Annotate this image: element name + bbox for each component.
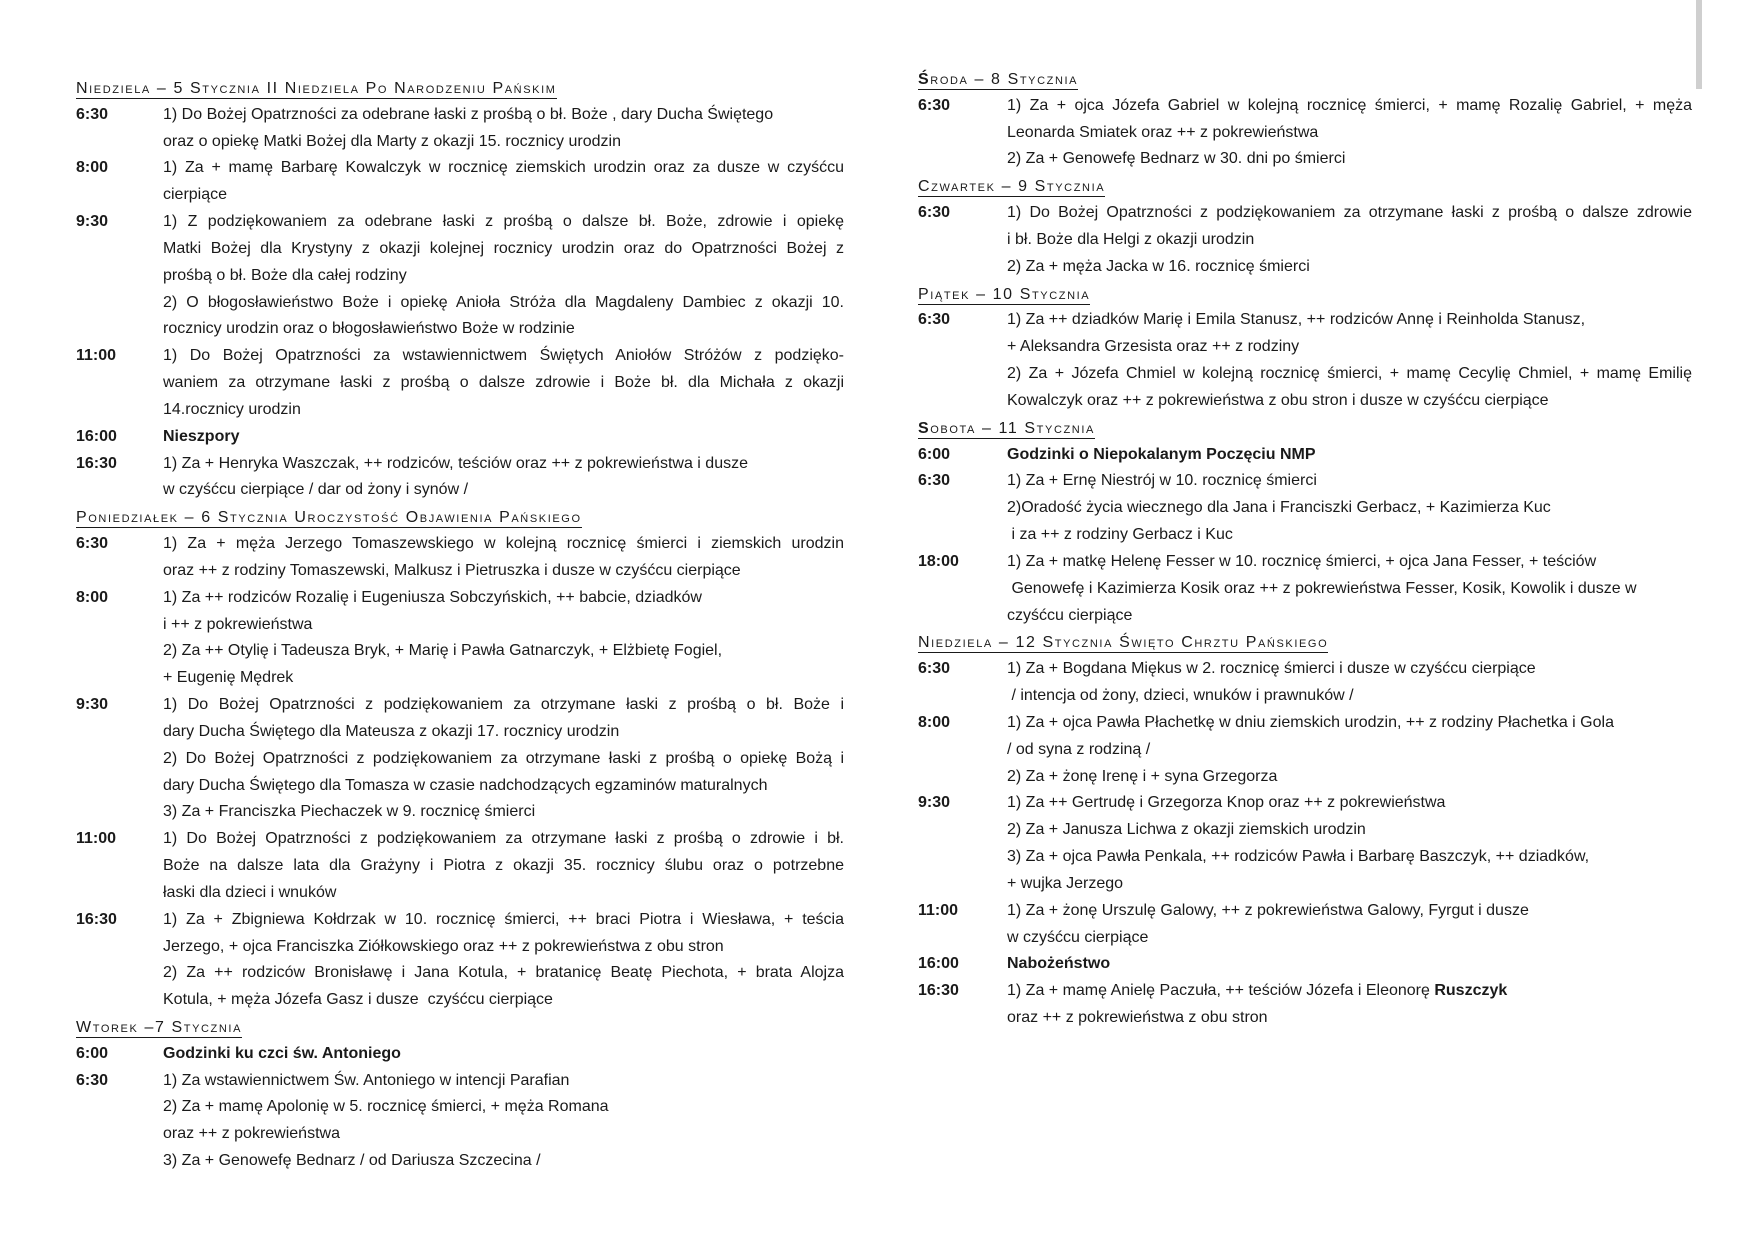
intention-text xyxy=(163,746,844,773)
intention-line: w czyśćcu cierpiące xyxy=(1007,928,1149,946)
mass-entry-continuation xyxy=(76,316,844,343)
intention-line: 3) Za + Genowefę Bednarz / od Dariusza Szczecina / xyxy=(163,1152,541,1170)
intention-text xyxy=(163,1148,844,1175)
intention-line: 2) Za + Janusza Lichwa z okazji ziemskich urodzin xyxy=(1007,821,1366,839)
mass-entry-continuation xyxy=(76,558,844,585)
day-heading-row xyxy=(76,1014,844,1041)
intention-text xyxy=(1007,790,1692,817)
intention-line: łaski dla dzieci i wnuków xyxy=(163,883,337,901)
intention-line: 1) Za ++ Gertrudę i Grzegorza Knop oraz ++ z pokrewieństwa xyxy=(1007,794,1446,812)
intention-text xyxy=(163,907,844,934)
mass-entry-continuation xyxy=(76,987,844,1014)
mass-entry-continuation xyxy=(76,773,844,800)
intention-text xyxy=(1007,576,1692,603)
intention-text xyxy=(163,960,844,987)
day-heading-row xyxy=(918,415,1692,442)
intention-line: w czyśćcu cierpiące / dar od żony i synów / xyxy=(163,481,469,499)
intention-text xyxy=(1007,442,1692,469)
intention-text xyxy=(1007,656,1692,683)
intention-text xyxy=(1007,93,1692,120)
mass-time: 9:30 xyxy=(918,794,951,812)
mass-entry-continuation xyxy=(76,290,844,317)
intention-text xyxy=(163,1041,844,1068)
mass-entry-row xyxy=(76,585,844,612)
mass-entry-row xyxy=(76,692,844,719)
intention-text xyxy=(163,1121,844,1148)
mass-entry-continuation xyxy=(76,960,844,987)
intention-line: czyśćcu cierpiące xyxy=(1007,606,1133,624)
mass-entry-continuation xyxy=(918,1005,1692,1032)
mass-time: 6:30 xyxy=(918,204,951,222)
mass-entry-continuation xyxy=(76,236,844,263)
mass-time: 6:30 xyxy=(76,105,109,123)
mass-entry-row xyxy=(76,424,844,451)
intention-text xyxy=(163,343,844,370)
intention-line: Nieszpory xyxy=(163,427,240,445)
mass-time: 16:00 xyxy=(918,955,959,973)
intention-line: 1) Za + Zbigniewa Kołdrzak w 10. rocznicę śmierci, ++ braci Piotra i Wiesława, + teścia xyxy=(163,910,844,928)
intention-line: / od syna z rodziną / xyxy=(1007,740,1151,758)
mass-time: 18:00 xyxy=(918,552,959,570)
intention-line: dary Ducha Świętego dla Tomasza w czasie nadchodzących egzaminów maturalnych xyxy=(163,776,768,794)
mass-time: 6:00 xyxy=(76,1044,109,1062)
mass-entry-continuation xyxy=(76,934,844,961)
mass-entry-row xyxy=(76,155,844,182)
mass-time: 16:00 xyxy=(76,427,117,445)
mass-entry-row xyxy=(76,531,844,558)
mass-entry-row xyxy=(76,343,844,370)
intention-text xyxy=(1007,200,1692,227)
intention-text xyxy=(1007,871,1692,898)
intention-line: 3) Za + Franciszka Piechaczek w 9. rocznicę śmierci xyxy=(163,803,536,821)
intention-line: 1) Za + ojca Pawła Płachetkę w dniu ziemskich urodzin, ++ z rodziny Płachetka i Gola xyxy=(1007,713,1614,731)
intention-text xyxy=(1007,522,1692,549)
intention-text xyxy=(1007,898,1692,925)
intention-line: 1) Za + mamę Anielę Paczuła, ++ teściów Józefa i Eleonorę xyxy=(1007,982,1435,1000)
mass-entry-row xyxy=(76,102,844,129)
intention-line: + wujka Jerzego xyxy=(1007,874,1124,892)
intention-line: i za ++ z rodziny Gerbacz i Kuc xyxy=(1007,526,1233,544)
intention-line: 1) Za + żonę Urszulę Galowy, ++ z pokrewieństwa Galowy, Fyrgut i dusze xyxy=(1007,901,1529,919)
mass-entry-continuation xyxy=(76,880,844,907)
intention-text xyxy=(1007,146,1692,173)
mass-time: 8:00 xyxy=(76,588,109,606)
mass-entry-row xyxy=(918,93,1692,120)
mass-entry-row xyxy=(76,826,844,853)
intention-line: Nabożeństwo xyxy=(1007,955,1111,973)
day-heading-text: obota – 11 Stycznia xyxy=(930,419,1095,437)
day-heading-text: Niedziela – 12 Stycznia Święto Chrztu Pańskiego xyxy=(918,634,1329,652)
intention-line: 1) Za ++ dziadków Marię i Emila Stanusz, ++ rodziców Annę i Reinholda Stanusz, xyxy=(1007,311,1586,329)
mass-time: 6:30 xyxy=(918,96,951,114)
intention-line: 1) Za + Ernę Niestrój w 10. rocznicę śmierci xyxy=(1007,472,1317,490)
intention-line: Godzinki ku czci św. Antoniego xyxy=(163,1044,401,1062)
mass-entry-continuation xyxy=(76,129,844,156)
intention-line: i ++ z pokrewieństwa xyxy=(163,615,313,633)
mass-entry-continuation xyxy=(918,388,1692,415)
intention-text xyxy=(1007,951,1692,978)
intention-text xyxy=(163,665,844,692)
intention-text xyxy=(163,826,844,853)
day-heading xyxy=(918,71,1078,90)
day-heading-row xyxy=(918,173,1692,200)
intention-text xyxy=(163,585,844,612)
intention-line: 1) Do Bożej Opatrzności z podziękowaniem za otrzymane łaski z prośbą o bł. Boże i xyxy=(163,696,844,714)
mass-entry-continuation xyxy=(76,182,844,209)
intention-line: 2) O błogosławieństwo Boże i opiekę Anioła Stróża dla Magdaleny Dambiec z okazji 10. xyxy=(163,293,844,311)
intention-text xyxy=(1007,844,1692,871)
intention-text xyxy=(1007,603,1692,630)
intention-line: 1) Za + matkę Helenę Fesser w 10. rocznicę śmierci, + ojca Jana Fesser, + teściów xyxy=(1007,552,1597,570)
intention-text xyxy=(1007,817,1692,844)
mass-entry-continuation xyxy=(76,799,844,826)
mass-entry-row xyxy=(918,549,1692,576)
mass-entry-row xyxy=(76,209,844,236)
mass-entry-continuation xyxy=(918,146,1692,173)
day-heading-text: Piątek – 10 Stycznia xyxy=(918,285,1091,303)
day-heading-initial: Ś xyxy=(918,71,931,88)
intention-text xyxy=(163,182,844,209)
mass-entry-row xyxy=(76,1041,844,1068)
intention-text xyxy=(1007,307,1692,334)
intention-text xyxy=(163,853,844,880)
mass-entry-continuation xyxy=(76,397,844,424)
intention-line: Leonarda Smiatek oraz ++ z pokrewieństwa xyxy=(1007,123,1319,141)
intention-line: i bł. Boże dla Helgi z okazji urodzin xyxy=(1007,230,1255,248)
intention-line: Kotula, + męża Józefa Gasz i dusze czyśćcu cierpiące xyxy=(163,991,553,1009)
intention-text xyxy=(1007,361,1692,388)
mass-entry-continuation xyxy=(918,495,1692,522)
mass-time: 6:30 xyxy=(918,660,951,678)
day-heading-row xyxy=(918,66,1692,93)
intention-line: 1) Do Bożej Opatrzności z podziękowaniem za otrzymane łaski z prośbą o dalsze zdrowie xyxy=(1007,204,1692,222)
intention-text xyxy=(163,370,844,397)
mass-entry-row xyxy=(918,951,1692,978)
mass-time: 6:30 xyxy=(918,472,951,490)
intention-text xyxy=(1007,468,1692,495)
intention-text xyxy=(163,934,844,961)
mass-entry-continuation xyxy=(918,603,1692,630)
intention-text xyxy=(163,316,844,343)
intention-text xyxy=(163,424,844,451)
mass-time: 11:00 xyxy=(76,830,117,848)
intention-line: 1) Za + Henryka Waszczak, ++ rodziców, teściów oraz ++ z pokrewieństwa i dusze xyxy=(163,454,748,472)
mass-time: 8:00 xyxy=(918,713,951,731)
mass-time: 9:30 xyxy=(76,213,109,231)
intention-line: rocznicy urodzin oraz o błogosławieństwo Boże w rodzinie xyxy=(163,320,575,338)
intention-text xyxy=(1007,978,1692,1005)
intention-text xyxy=(163,558,844,585)
intention-line: 1) Z podziękowaniem za odebrane łaski z prośbą o dalsze bł. Boże, zdrowie i opiekę xyxy=(163,213,844,231)
intention-text xyxy=(1007,549,1692,576)
intention-line: + Aleksandra Grzesista oraz ++ z rodziny xyxy=(1007,338,1300,356)
intention-text xyxy=(1007,737,1692,764)
mass-entry-continuation xyxy=(918,683,1692,710)
mass-entry-continuation xyxy=(918,764,1692,791)
mass-entry-continuation xyxy=(918,254,1692,281)
mass-entry-row xyxy=(918,307,1692,334)
intention-line: Genowefę i Kazimierza Kosik oraz ++ z pokrewieństwa Fesser, Kosik, Kowolik i dusze w xyxy=(1007,579,1637,597)
mass-entry-continuation xyxy=(918,844,1692,871)
vertical-scrollbar-thumb[interactable] xyxy=(1696,0,1702,89)
day-heading-text: Niedziela – 5 Stycznia II Niedziela Po Narodzeniu Pańskim xyxy=(76,80,557,97)
intention-line: 2)Oradość życia wiecznego dla Jana i Franciszki Gerbacz, + Kazimierza Kuc xyxy=(1007,499,1551,517)
day-heading-row xyxy=(76,75,844,102)
mass-entry-continuation xyxy=(918,871,1692,898)
intention-text xyxy=(163,719,844,746)
intention-line: Matki Bożej dla Krystyny z okazji kolejnej rocznicy urodzin oraz do Opatrzności Bożej z xyxy=(163,239,844,257)
day-heading xyxy=(76,1019,242,1038)
intention-line: 2) Za + mamę Apolonię w 5. rocznicę śmierci, + męża Romana xyxy=(163,1098,609,1116)
mass-entry-continuation xyxy=(918,576,1692,603)
day-heading xyxy=(76,80,557,99)
intention-text xyxy=(163,477,844,504)
mass-time: 6:30 xyxy=(76,535,109,553)
intention-line: 14.rocznicy urodzin xyxy=(163,400,301,418)
intention-text xyxy=(1007,710,1692,737)
mass-entry-continuation xyxy=(76,1121,844,1148)
left-column xyxy=(76,75,844,1175)
mass-entry-row xyxy=(918,790,1692,817)
intention-line: prośbą o bł. Boże dla całej rodziny xyxy=(163,266,407,284)
intention-line: waniem za otrzymane łaski z prośbą o dalsze zdrowie i Boże bł. dla Michała z okazji xyxy=(163,374,844,392)
intention-line: 2) Za + Józefa Chmiel w kolejną rocznicę śmierci, + mamę Cecylię Chmiel, + mamę Emilię xyxy=(1007,365,1692,383)
intention-text xyxy=(1007,254,1692,281)
intention-text xyxy=(163,1094,844,1121)
intention-line: oraz ++ z pokrewieństwa z obu stron xyxy=(1007,1008,1268,1026)
mass-time: 6:00 xyxy=(918,445,951,463)
mass-entry-row xyxy=(76,1068,844,1095)
mass-time: 9:30 xyxy=(76,696,109,714)
intention-line: + Eugenię Mędrek xyxy=(163,669,294,687)
intention-line: / intencja od żony, dzieci, wnuków i prawnuków / xyxy=(1007,687,1354,705)
day-heading xyxy=(918,178,1105,197)
mass-time: 11:00 xyxy=(918,901,959,919)
intention-line: 1) Do Bożej Opatrzności z podziękowaniem za otrzymane łaski z prośbą o zdrowie i bł. xyxy=(163,830,844,848)
day-heading-text: Czwartek – 9 Stycznia xyxy=(918,178,1106,196)
day-heading-initial: S xyxy=(918,419,931,437)
intention-line: 1) Za + Bogdana Miękus w 2. rocznicę śmierci i dusze w czyśćcu cierpiące xyxy=(1007,660,1536,678)
intention-text xyxy=(163,987,844,1014)
intention-line: cierpiące xyxy=(163,186,228,204)
intention-line: 2) Za + męża Jacka w 16. rocznicę śmierci xyxy=(1007,257,1310,275)
mass-entry-row xyxy=(918,710,1692,737)
mass-entry-row xyxy=(918,656,1692,683)
intention-text xyxy=(163,531,844,558)
intention-line: 2) Za + Genowefę Bednarz w 30. dni po śmierci xyxy=(1007,150,1346,168)
intention-line: 2) Za ++ Otylię i Tadeusza Bryk, + Marię i Pawła Gatnarczyk, + Elżbietę Fogiel, xyxy=(163,642,723,660)
mass-entry-continuation xyxy=(76,263,844,290)
mass-entry-row xyxy=(918,200,1692,227)
intention-text xyxy=(163,397,844,424)
day-heading-text: roda – 8 Stycznia xyxy=(930,71,1079,88)
intention-line: 2) Do Bożej Opatrzności z podziękowaniem za otrzymane łaski z prośbą o opiekę Bożą i xyxy=(163,749,844,767)
intention-line: Boże na dalsze lata dla Grażyny i Piotra z okazji 35. rocznicy ślubu oraz o potrzebne xyxy=(163,857,844,875)
mass-entry-continuation xyxy=(918,120,1692,147)
intention-text xyxy=(1007,1005,1692,1032)
mass-time: 16:30 xyxy=(76,454,117,472)
mass-entry-continuation xyxy=(918,227,1692,254)
intention-line: 1) Za ++ rodziców Rozalię i Eugeniusza Sobczyńskich, ++ babcie, dziadków xyxy=(163,588,702,606)
intention-line: Godzinki o Niepokalanym Poczęciu NMP xyxy=(1007,445,1316,463)
intention-line: 1) Za + mamę Barbarę Kowalczyk w rocznicę ziemskich urodzin oraz za dusze w czyśćcu xyxy=(163,159,844,177)
intention-text xyxy=(1007,925,1692,952)
intention-line: 2) Za ++ rodziców Bronisławę i Jana Kotula, + bratanicę Beatę Piechota, + brata Alojza xyxy=(163,964,844,982)
mass-time: 16:30 xyxy=(918,982,959,1000)
day-heading-text: Poniedziałek – 6 Stycznia Uroczystość Objawienia Pańskiego xyxy=(76,509,582,527)
intention-text xyxy=(163,102,844,129)
mass-entry-continuation xyxy=(918,334,1692,361)
intention-text xyxy=(163,612,844,639)
day-heading-row xyxy=(918,281,1692,308)
intention-line: 1) Do Bożej Opatrzności za wstawiennictwem Świętych Aniołów Stróżów z podzięko- xyxy=(163,347,844,365)
intention-line: oraz o opiekę Matki Bożej dla Marty z okazji 15. rocznicy urodzin xyxy=(163,132,621,150)
intention-text xyxy=(163,1068,844,1095)
mass-entry-continuation xyxy=(918,522,1692,549)
mass-time: 11:00 xyxy=(76,347,117,365)
mass-entry-row xyxy=(918,442,1692,469)
intention-text xyxy=(163,638,844,665)
mass-entry-row xyxy=(918,978,1692,1005)
mass-entry-continuation xyxy=(76,1094,844,1121)
intention-line: 3) Za + ojca Pawła Penkala, ++ rodziców Pawła i Barbarę Baszczyk, ++ dziadków, xyxy=(1007,848,1590,866)
intention-text xyxy=(163,129,844,156)
day-heading xyxy=(76,509,582,528)
mass-entry-continuation xyxy=(76,612,844,639)
day-heading xyxy=(918,420,1095,439)
mass-time: 16:30 xyxy=(76,910,117,928)
mass-entry-continuation xyxy=(76,719,844,746)
intention-text xyxy=(163,209,844,236)
intention-text xyxy=(1007,227,1692,254)
intention-text xyxy=(1007,683,1692,710)
intention-text xyxy=(163,692,844,719)
mass-entry-continuation xyxy=(76,665,844,692)
intention-bold-name: Ruszczyk xyxy=(1434,982,1508,1000)
mass-time: 8:00 xyxy=(76,159,109,177)
intention-line: 1) Do Bożej Opatrzności za odebrane łaski z prośbą o bł. Boże , dary Ducha Świętego xyxy=(163,105,774,123)
mass-entry-continuation xyxy=(76,477,844,504)
mass-entry-continuation xyxy=(918,361,1692,388)
mass-entry-continuation xyxy=(918,925,1692,952)
mass-entry-row xyxy=(918,468,1692,495)
intention-text xyxy=(163,263,844,290)
intention-line: Kowalczyk oraz ++ z pokrewieństwa z obu stron i dusze w czyśćcu cierpiące xyxy=(1007,391,1549,409)
intention-line: 2) Za + żonę Irenę i + syna Grzegorza xyxy=(1007,767,1278,785)
mass-entry-continuation xyxy=(76,853,844,880)
day-heading xyxy=(918,634,1328,653)
intention-line: oraz ++ z pokrewieństwa xyxy=(163,1125,340,1143)
intention-text xyxy=(1007,388,1692,415)
mass-entry-continuation xyxy=(918,737,1692,764)
mass-entry-continuation xyxy=(918,817,1692,844)
mass-entry-continuation xyxy=(76,1148,844,1175)
mass-time: 6:30 xyxy=(76,1071,109,1089)
right-column xyxy=(918,66,1692,1032)
mass-entry-continuation xyxy=(76,638,844,665)
mass-entry-row xyxy=(76,907,844,934)
mass-entry-row xyxy=(76,451,844,478)
intention-text xyxy=(163,290,844,317)
intention-text xyxy=(163,236,844,263)
intention-text xyxy=(163,880,844,907)
intention-text xyxy=(163,773,844,800)
intention-text xyxy=(1007,764,1692,791)
intention-text xyxy=(163,155,844,182)
intention-text xyxy=(163,451,844,478)
intention-line: dary Ducha Świętego dla Mateusza z okazji 17. rocznicy urodzin xyxy=(163,722,620,740)
intention-line: oraz ++ z rodziny Tomaszewski, Malkusz i Pietruszka i dusze w czyśćcu cierpiące xyxy=(163,561,741,579)
intention-line: 1) Za + ojca Józefa Gabriel w kolejną rocznicę śmierci, + mamę Rozalię Gabriel, + męża xyxy=(1007,96,1692,114)
intention-text xyxy=(1007,495,1692,522)
intention-line: 1) Za + męża Jerzego Tomaszewskiego w kolejną rocznicę śmierci i ziemskich urodzin xyxy=(163,535,844,553)
day-heading-row xyxy=(76,504,844,531)
mass-entry-continuation xyxy=(76,746,844,773)
intention-line: Jerzego, + ojca Franciszka Ziółkowskiego oraz ++ z pokrewieństwa z obu stron xyxy=(163,937,724,955)
intention-line: 1) Za wstawiennictwem Św. Antoniego w intencji Parafian xyxy=(163,1071,570,1089)
mass-entry-row xyxy=(918,898,1692,925)
day-heading xyxy=(918,286,1090,305)
mass-time: 6:30 xyxy=(918,311,951,329)
intention-text xyxy=(1007,334,1692,361)
day-heading-row xyxy=(918,629,1692,656)
mass-entry-continuation xyxy=(76,370,844,397)
intention-text xyxy=(163,799,844,826)
day-heading-text: Wtorek –7 Stycznia xyxy=(76,1018,243,1036)
intention-text xyxy=(1007,120,1692,147)
